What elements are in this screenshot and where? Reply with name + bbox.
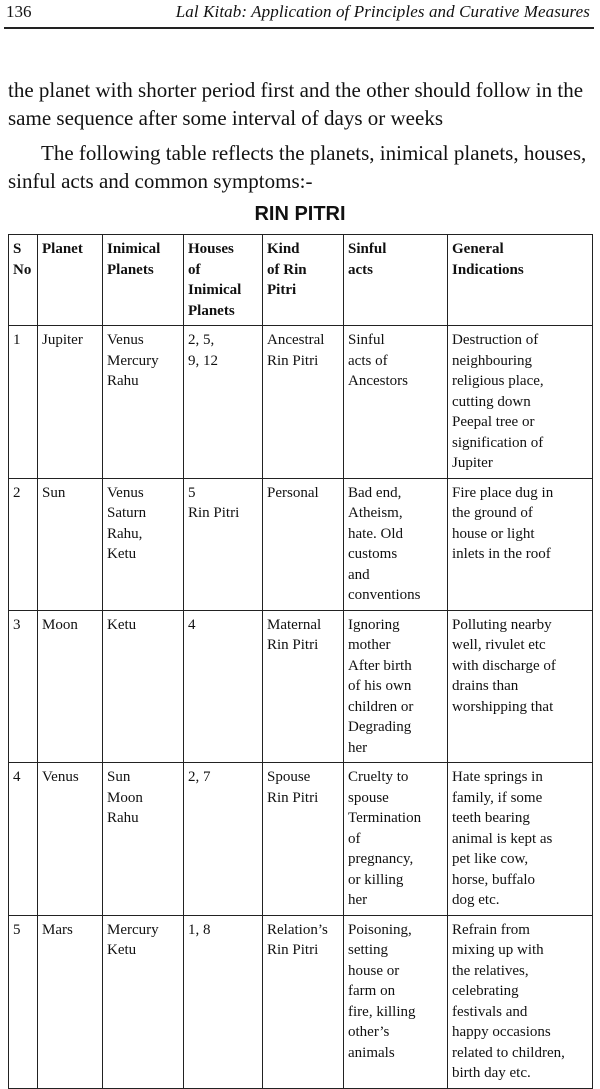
cell-houses <box>184 326 263 479</box>
cell-sno: 5 <box>9 915 38 1088</box>
cell-line: Sinful <box>348 332 385 348</box>
cell-line: 4 <box>188 616 196 633</box>
cell-sinful-acts <box>344 610 448 763</box>
cell-line: Venus <box>107 332 144 348</box>
cell-inimical-planets <box>103 915 184 1088</box>
cell-line: with discharge of <box>452 657 556 674</box>
header-houses <box>184 235 263 326</box>
cell-line: setting <box>348 942 388 958</box>
table-header-row <box>9 235 593 326</box>
cell-line: family, if some <box>452 789 543 806</box>
cell-line: Rin Pitri <box>267 789 319 806</box>
header-rule <box>4 27 594 29</box>
cell-general-indications <box>448 326 593 479</box>
cell-line: of <box>348 830 361 847</box>
cell-line: Rahu, <box>107 525 143 542</box>
cell-line: religious place, <box>452 373 544 389</box>
cell-sinful-acts <box>344 478 448 610</box>
cell-line: house or light <box>452 525 535 542</box>
cell-line: Fire place dug in <box>452 484 554 501</box>
header-line: S <box>13 241 22 257</box>
cell-line: 2, 5, <box>188 332 215 348</box>
cell-line: conventions <box>348 587 421 603</box>
header-line: Kind <box>267 241 300 257</box>
header-kind <box>263 235 344 326</box>
cell-line: festivals and <box>452 1003 528 1020</box>
cell-line: Spouse <box>267 769 311 785</box>
header-line: Pitri <box>267 282 297 298</box>
page-number: 136 <box>6 2 32 21</box>
cell-general-indications <box>448 763 593 916</box>
cell-line: customs <box>348 546 398 562</box>
cell-line: dog etc. <box>452 892 500 908</box>
table-body <box>9 326 593 1089</box>
cell-line: Maternal <box>267 616 322 633</box>
header-line: No <box>13 261 32 278</box>
header-line: General <box>452 241 504 257</box>
cell-line: celebrating <box>452 983 519 999</box>
cell-line: hate. Old <box>348 525 403 542</box>
table-row <box>9 610 593 763</box>
cell-line: Sun <box>107 769 131 785</box>
cell-line: Rin Pitri <box>267 942 319 958</box>
cell-line: other’s <box>348 1024 390 1040</box>
cell-line: Saturn <box>107 505 147 521</box>
cell-planet: Moon <box>38 610 103 763</box>
table-row <box>9 326 593 479</box>
cell-kind <box>263 326 344 479</box>
cell-sno: 1 <box>9 326 38 479</box>
cell-line: pet like cow, <box>452 851 529 867</box>
cell-planet: Venus <box>38 763 103 916</box>
cell-planet: Sun <box>38 478 103 610</box>
cell-line: After birth <box>348 657 412 674</box>
cell-houses <box>184 478 263 610</box>
table-row <box>9 763 593 916</box>
cell-line: her <box>348 739 368 756</box>
table-row <box>9 478 593 610</box>
cell-line: farm on <box>348 983 396 999</box>
cell-kind <box>263 610 344 763</box>
header-sno <box>9 235 38 326</box>
cell-kind <box>263 763 344 916</box>
cell-line: related to children, <box>452 1044 565 1061</box>
cell-sinful-acts <box>344 915 448 1088</box>
cell-line: or killing <box>348 871 404 888</box>
cell-kind <box>263 915 344 1088</box>
table-title: RIN PITRI <box>254 203 346 225</box>
cell-line: acts of <box>348 352 388 369</box>
cell-line: of his own <box>348 678 412 694</box>
cell-line: Destruction of <box>452 332 539 348</box>
cell-line: fire, killing <box>348 1003 416 1020</box>
rin-pitri-table <box>8 234 593 1089</box>
cell-line: Ketu <box>107 546 137 562</box>
cell-houses <box>184 915 263 1088</box>
cell-line: Rahu <box>107 373 139 389</box>
header-line: Planets <box>188 302 235 319</box>
cell-line: birth day etc. <box>452 1065 531 1081</box>
cell-line: 2, 7 <box>188 769 211 785</box>
cell-sinful-acts <box>344 763 448 916</box>
cell-line: Rahu <box>107 810 139 826</box>
header-sinful-acts <box>344 235 448 326</box>
cell-line: 1, 8 <box>188 921 211 938</box>
cell-line: Ketu <box>107 942 137 958</box>
cell-line: Hate springs in <box>452 769 543 785</box>
cell-line: children or <box>348 698 414 715</box>
cell-line: Peepal tree or <box>452 414 535 430</box>
header-line: Sinful <box>348 241 387 257</box>
cell-line: Ancestral <box>267 332 325 348</box>
cell-line: pregnancy, <box>348 851 414 867</box>
header-line: Houses <box>188 241 234 257</box>
cell-line: Cruelty to <box>348 769 409 785</box>
header-line: Inimical <box>107 241 161 257</box>
header-line: Inimical <box>188 282 242 298</box>
paragraph-continuation: the planet with shorter period first and the other should follow in the same sequence after some interval of days or weeks <box>8 78 584 130</box>
cell-line: Rin Pitri <box>267 637 319 653</box>
table-row <box>9 915 593 1088</box>
cell-sno: 3 <box>9 610 38 763</box>
cell-inimical-planets <box>103 326 184 479</box>
cell-line: her <box>348 892 368 908</box>
cell-line: Personal <box>267 484 319 501</box>
cell-line: the ground of <box>452 505 533 521</box>
page-header <box>0 0 600 26</box>
cell-general-indications <box>448 478 593 610</box>
cell-houses <box>184 610 263 763</box>
cell-line: Jupiter <box>452 455 493 471</box>
cell-line: 5 <box>188 484 196 501</box>
header-line: of <box>188 261 201 278</box>
cell-line: Venus <box>107 484 144 501</box>
header-general-indications <box>448 235 593 326</box>
cell-line: Refrain from <box>452 921 530 938</box>
cell-line: mother <box>348 637 391 653</box>
cell-line: Degrading <box>348 719 412 735</box>
cell-general-indications <box>448 610 593 763</box>
cell-line: and <box>348 566 370 583</box>
cell-line: Rin Pitri <box>188 505 240 521</box>
cell-sinful-acts <box>344 326 448 479</box>
cell-line: teeth bearing <box>452 810 530 826</box>
running-title: Lal Kitab: Application of Principles and Curative Measures <box>175 2 590 21</box>
cell-line: Ancestors <box>348 373 408 389</box>
header-line: acts <box>348 261 373 278</box>
header-line: Planets <box>107 261 154 278</box>
cell-line: cutting down <box>452 393 531 410</box>
cell-line: worshipping that <box>452 698 554 715</box>
cell-houses <box>184 763 263 916</box>
cell-inimical-planets <box>103 478 184 610</box>
cell-line: mixing up with <box>452 942 544 958</box>
cell-line: Ketu <box>107 616 137 633</box>
cell-line: the relatives, <box>452 962 529 979</box>
cell-line: happy occasions <box>452 1024 551 1040</box>
cell-line: neighbouring <box>452 352 532 369</box>
cell-line: Termination <box>348 810 422 826</box>
cell-line: horse, buffalo <box>452 871 536 888</box>
cell-line: Ignoring <box>348 616 400 633</box>
cell-inimical-planets <box>103 763 184 916</box>
cell-line: Mercury <box>107 352 159 369</box>
cell-planet: Mars <box>38 915 103 1088</box>
header-line: of Rin <box>267 261 307 278</box>
cell-sno: 4 <box>9 763 38 916</box>
cell-line: well, rivulet etc <box>452 637 546 653</box>
header-inimical-planets <box>103 235 184 326</box>
cell-line: Poisoning, <box>348 921 412 938</box>
cell-line: inlets in the roof <box>452 546 551 562</box>
cell-inimical-planets <box>103 610 184 763</box>
cell-line: Mercury <box>107 921 159 938</box>
header-line: Planet <box>42 241 83 257</box>
cell-line: animals <box>348 1044 395 1061</box>
header-line: Indications <box>452 261 524 278</box>
cell-sno: 2 <box>9 478 38 610</box>
cell-planet: Jupiter <box>38 326 103 479</box>
cell-line: Moon <box>107 789 143 806</box>
cell-line: Atheism, <box>348 505 403 521</box>
cell-line: Rin Pitri <box>267 352 319 369</box>
cell-line: Relation’s <box>267 921 328 938</box>
cell-line: 9, 12 <box>188 352 218 369</box>
cell-line: Bad end, <box>348 484 402 501</box>
cell-line: Polluting nearby <box>452 616 552 633</box>
cell-line: house or <box>348 962 400 979</box>
cell-line: spouse <box>348 789 389 806</box>
cell-line: animal is kept as <box>452 830 553 847</box>
cell-line: signification of <box>452 434 544 451</box>
paragraph-intro: The following table reflects the planets, inimical planets, houses, sinful acts and common symptoms:- <box>8 141 587 193</box>
header-planet <box>38 235 103 326</box>
cell-line: drains than <box>452 678 519 694</box>
cell-kind <box>263 478 344 610</box>
cell-general-indications <box>448 915 593 1088</box>
